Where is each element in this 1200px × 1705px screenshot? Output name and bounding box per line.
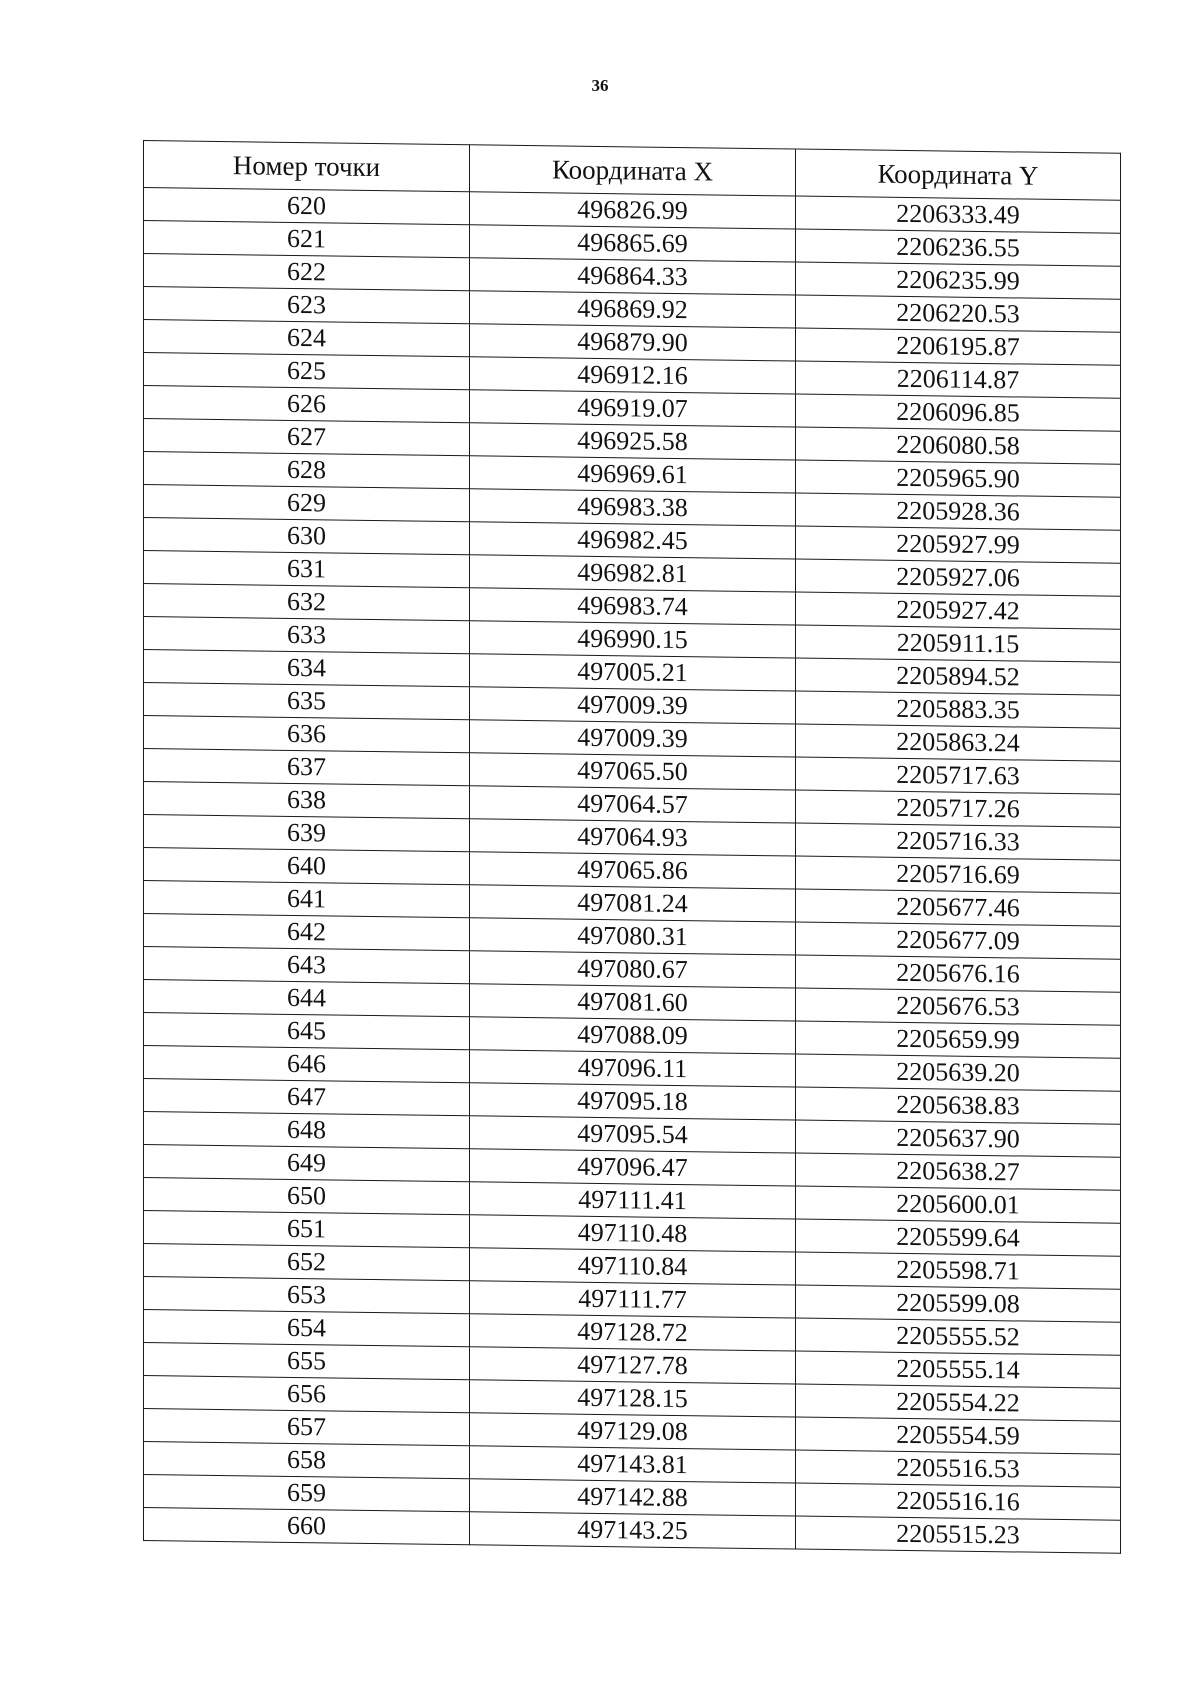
point-number-cell: 656 [144, 1376, 470, 1413]
coordinate-y-cell: 2206096.85 [796, 394, 1121, 431]
point-number-cell: 628 [144, 452, 470, 489]
coordinate-y-cell: 2206236.55 [796, 229, 1121, 266]
coordinate-y-cell: 2205716.69 [796, 856, 1121, 893]
coordinate-y-cell: 2205638.27 [796, 1153, 1121, 1190]
coordinate-y-cell: 2205677.46 [796, 889, 1121, 926]
coordinate-y-cell: 2205599.08 [796, 1285, 1121, 1322]
coordinate-x-cell: 497128.15 [470, 1380, 796, 1417]
coordinate-x-cell: 496864.33 [470, 258, 796, 295]
coordinate-x-cell: 496983.38 [470, 489, 796, 526]
coordinate-y-cell: 2206080.58 [796, 427, 1121, 464]
point-number-cell: 646 [144, 1046, 470, 1083]
coordinate-y-cell: 2205676.16 [796, 955, 1121, 992]
coordinate-x-cell: 496865.69 [470, 225, 796, 262]
coordinate-x-cell: 497095.54 [470, 1116, 796, 1153]
point-number-cell: 630 [144, 518, 470, 555]
coordinate-x-cell: 496969.61 [470, 456, 796, 493]
point-number-cell: 635 [144, 683, 470, 720]
point-number-cell: 620 [144, 188, 470, 225]
coordinate-y-cell: 2205599.64 [796, 1219, 1121, 1256]
coordinate-x-cell: 497080.67 [470, 951, 796, 988]
point-number-cell: 636 [144, 716, 470, 753]
coordinate-y-cell: 2205515.23 [796, 1516, 1121, 1553]
point-number-cell: 660 [144, 1508, 470, 1545]
point-number-cell: 621 [144, 221, 470, 258]
point-number-cell: 642 [144, 914, 470, 951]
coordinate-y-cell: 2206235.99 [796, 262, 1121, 299]
coordinate-x-cell: 496990.15 [470, 621, 796, 658]
coordinate-y-cell: 2205927.99 [796, 526, 1121, 563]
coordinate-y-cell: 2205555.52 [796, 1318, 1121, 1355]
coordinate-y-cell: 2205894.52 [796, 658, 1121, 695]
coordinate-x-cell: 497096.47 [470, 1149, 796, 1186]
coordinate-x-cell: 497128.72 [470, 1314, 796, 1351]
point-number-cell: 624 [144, 320, 470, 357]
point-number-cell: 637 [144, 749, 470, 786]
coordinate-x-cell: 496912.16 [470, 357, 796, 394]
point-number-cell: 652 [144, 1244, 470, 1281]
point-number-cell: 639 [144, 815, 470, 852]
coordinate-x-cell: 496919.07 [470, 390, 796, 427]
point-number-cell: 625 [144, 353, 470, 390]
coordinate-x-cell: 497065.86 [470, 852, 796, 889]
coordinate-y-cell: 2205883.35 [796, 691, 1121, 728]
coordinate-y-cell: 2205555.14 [796, 1351, 1121, 1388]
point-number-cell: 657 [144, 1409, 470, 1446]
coordinate-y-cell: 2205516.53 [796, 1450, 1121, 1487]
coordinate-y-cell: 2205927.42 [796, 592, 1121, 629]
coordinate-x-cell: 497064.93 [470, 819, 796, 856]
point-number-cell: 634 [144, 650, 470, 687]
point-number-cell: 633 [144, 617, 470, 654]
coordinate-x-cell: 497080.31 [470, 918, 796, 955]
coordinate-y-cell: 2205716.33 [796, 823, 1121, 860]
coordinate-y-cell: 2205659.99 [796, 1021, 1121, 1058]
coordinate-x-cell: 497065.50 [470, 753, 796, 790]
point-number-cell: 626 [144, 386, 470, 423]
coordinate-y-cell: 2205928.36 [796, 493, 1121, 530]
coordinate-y-cell: 2205638.83 [796, 1087, 1121, 1124]
coordinates-table [143, 140, 1121, 1554]
point-number-cell: 627 [144, 419, 470, 456]
point-number-cell: 644 [144, 980, 470, 1017]
coordinate-y-cell: 2206114.87 [796, 361, 1121, 398]
page-number: 36 [591, 76, 609, 95]
point-number-cell: 643 [144, 947, 470, 984]
coordinate-y-cell: 2205965.90 [796, 460, 1121, 497]
point-number-cell: 632 [144, 584, 470, 621]
coordinate-x-cell: 497088.09 [470, 1017, 796, 1054]
coordinate-y-cell: 2205863.24 [796, 724, 1121, 761]
point-number-cell: 659 [144, 1475, 470, 1512]
coordinate-x-cell: 496826.99 [470, 192, 796, 229]
coordinate-y-cell: 2205717.26 [796, 790, 1121, 827]
coordinate-x-cell: 496982.45 [470, 522, 796, 559]
coordinate-y-cell: 2205717.63 [796, 757, 1121, 794]
header-coordinate-x: Координата X [470, 145, 796, 196]
coordinate-x-cell: 497005.21 [470, 654, 796, 691]
point-number-cell: 647 [144, 1079, 470, 1116]
coordinate-y-cell: 2206220.53 [796, 295, 1121, 332]
coordinate-y-cell: 2205600.01 [796, 1186, 1121, 1223]
point-number-cell: 653 [144, 1277, 470, 1314]
coordinate-x-cell: 497143.81 [470, 1446, 796, 1483]
header-coordinate-y: Координата Y [796, 149, 1121, 200]
coordinate-y-cell: 2205554.59 [796, 1417, 1121, 1454]
coordinate-y-cell: 2206333.49 [796, 196, 1121, 233]
coordinate-y-cell: 2205676.53 [796, 988, 1121, 1025]
coordinate-x-cell: 497111.77 [470, 1281, 796, 1318]
coordinate-x-cell: 497110.84 [470, 1248, 796, 1285]
coordinate-y-cell: 2205639.20 [796, 1054, 1121, 1091]
coordinate-x-cell: 497064.57 [470, 786, 796, 823]
coordinate-x-cell: 497111.41 [470, 1182, 796, 1219]
coordinate-x-cell: 497142.88 [470, 1479, 796, 1516]
point-number-cell: 654 [144, 1310, 470, 1347]
coordinate-x-cell: 497096.11 [470, 1050, 796, 1087]
coordinate-x-cell: 496983.74 [470, 588, 796, 625]
point-number-cell: 651 [144, 1211, 470, 1248]
coordinate-x-cell: 497081.60 [470, 984, 796, 1021]
coordinate-y-cell: 2205927.06 [796, 559, 1121, 596]
point-number-cell: 658 [144, 1442, 470, 1479]
point-number-cell: 631 [144, 551, 470, 588]
point-number-cell: 655 [144, 1343, 470, 1380]
coordinate-x-cell: 496869.92 [470, 291, 796, 328]
coordinate-y-cell: 2206195.87 [796, 328, 1121, 365]
point-number-cell: 641 [144, 881, 470, 918]
coordinate-x-cell: 497143.25 [470, 1512, 796, 1549]
point-number-cell: 645 [144, 1013, 470, 1050]
coordinate-x-cell: 497127.78 [470, 1347, 796, 1384]
coordinate-x-cell: 497081.24 [470, 885, 796, 922]
point-number-cell: 649 [144, 1145, 470, 1182]
coordinate-y-cell: 2205516.16 [796, 1483, 1121, 1520]
coordinate-y-cell: 2205554.22 [796, 1384, 1121, 1421]
coordinate-x-cell: 497129.08 [470, 1413, 796, 1450]
point-number-cell: 622 [144, 254, 470, 291]
coordinate-x-cell: 497110.48 [470, 1215, 796, 1252]
point-number-cell: 638 [144, 782, 470, 819]
point-number-cell: 640 [144, 848, 470, 885]
coordinate-x-cell: 496982.81 [470, 555, 796, 592]
coordinate-y-cell: 2205911.15 [796, 625, 1121, 662]
table-body [144, 188, 1121, 1554]
point-number-cell: 650 [144, 1178, 470, 1215]
coordinate-x-cell: 497009.39 [470, 720, 796, 757]
point-number-cell: 648 [144, 1112, 470, 1149]
coordinate-x-cell: 496925.58 [470, 423, 796, 460]
coordinate-y-cell: 2205677.09 [796, 922, 1121, 959]
coordinate-y-cell: 2205637.90 [796, 1120, 1121, 1157]
point-number-cell: 629 [144, 485, 470, 522]
point-number-cell: 623 [144, 287, 470, 324]
coordinate-x-cell: 496879.90 [470, 324, 796, 361]
coordinate-x-cell: 497009.39 [470, 687, 796, 724]
coordinate-y-cell: 2205598.71 [796, 1252, 1121, 1289]
header-point-number: Номер точки [144, 141, 470, 192]
coordinate-x-cell: 497095.18 [470, 1083, 796, 1120]
